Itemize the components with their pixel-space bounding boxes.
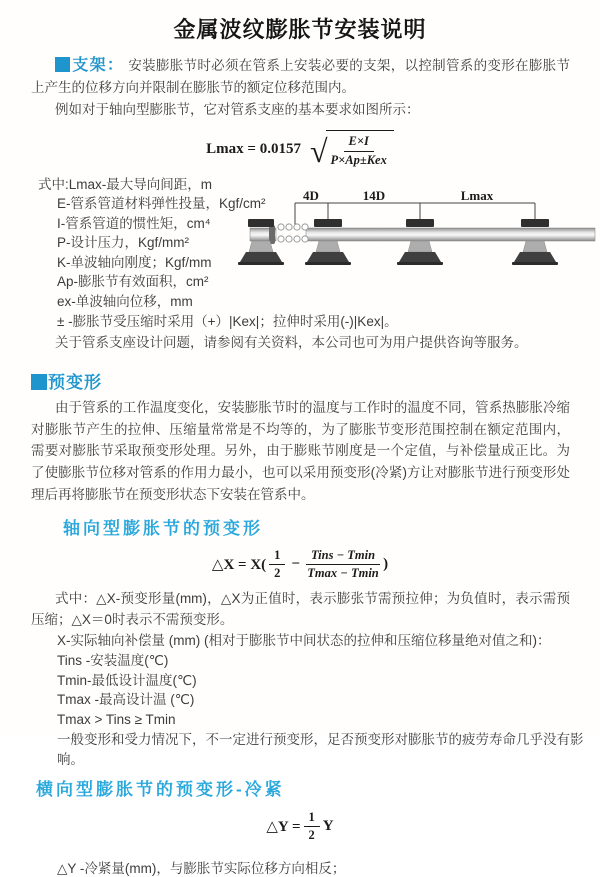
- fraction-numerator: E×I: [344, 134, 374, 152]
- formula-axial-open: △X = X(: [211, 557, 267, 574]
- bellows-coils: [278, 224, 308, 242]
- section-bullet-icon: [55, 57, 70, 72]
- formula-axial-close: ): [383, 556, 389, 573]
- section-heading-support: 支架：: [72, 57, 125, 74]
- support-example-line: 例如对于轴向型膨胀节，它对管系支座的基本要求如图所示：: [55, 102, 420, 117]
- page-title: 金属波纹膨胀节安装说明: [173, 17, 427, 42]
- axial-def-line: Tmin-最低设计温度(℃): [57, 672, 197, 688]
- where-line: 式中:Lmax-最大导向间距，m: [38, 177, 213, 193]
- half-fraction: $\frac{1}{2}$: [269, 548, 285, 582]
- guide-support-3: [512, 219, 558, 265]
- predeform-heading-text: 预变形: [48, 372, 102, 392]
- lateral-note-line: △Y -冷紧量(mm)，与膨胀节实际位移方向相反；: [57, 860, 346, 876]
- dim-label-lmax: Lmax: [460, 188, 494, 203]
- dim-label-4d: 4D: [303, 188, 319, 203]
- axial-note-line: 一般变形和受力情况下，不一定进行预变形，足否预变形对膨胀节的疲劳寿命几乎没有影响。: [57, 731, 584, 767]
- support-intro-paragraph: [31, 55, 570, 99]
- formula-lmax: [0, 130, 600, 168]
- definition-line: ex-单波轴向位移，mm: [57, 293, 193, 309]
- guide-support-1: [305, 219, 351, 265]
- section-heading-predeform: [31, 368, 600, 393]
- lateral-subheading: 横向型膨胀节的预变形-冷紧: [36, 779, 285, 799]
- pm-note-line: ± -膨胀节受压缩时采用（+）|Kex|；拉伸时采用(-)|Kex|。: [57, 314, 398, 330]
- predeform-paragraph: 由于管系的工作温度变化，安装膨胀节时的温度与工作时的温度不同，管系热膨胀冷缩对膨胀节产生的拉伸、压缩量常常是不均等的，为了膨胀节变形范围控制在额定范围内，需要对膨胀节采取预变形处理。另外，由于膨账节刚度是一个定值，与补偿量成正比。为了使膨胀节位移对管系的作用力最小，也可以采用预变形(冷紧)方让对膨胀节进行预变形处理后再将膨胀节在预变形状态下安装在管系中。: [31, 399, 570, 502]
- formula-lateral-lhs: △Y =: [266, 819, 301, 836]
- sqrt-content: [326, 130, 394, 168]
- pipe-body: [306, 228, 595, 241]
- guide-support-2: [397, 219, 443, 265]
- formula-lmax-prefix: Lmax = 0.0157: [206, 140, 301, 157]
- support-intro-text: 安装膨胀节时必须在管系上安装必要的支架，以控制管系的变形在膨胀节上产生的位移方向并限制在膨胀节的额定位移范围内。: [31, 58, 570, 95]
- axial-def-line: Tins -安装温度(℃): [57, 652, 169, 668]
- axial-def-line: Tmax -最高设计温 (℃): [57, 692, 195, 708]
- formula-lmax-fraction: [331, 134, 387, 168]
- section-bullet-icon: [31, 374, 47, 390]
- axial-def-line: Tmax > Tins ≥ Tmin: [57, 712, 176, 728]
- half-fraction: $\frac{1}{2}$: [304, 810, 320, 844]
- axial-where-paragraph: 式中：△X-预变形量(mm)，△X为正值时，表示膨张节需预拉伸；为负值时，表示需预压缩；△X＝0时表示不需预变形。: [31, 590, 570, 628]
- formula-axial: [0, 548, 600, 582]
- sqrt-radical-icon: √: [309, 132, 328, 169]
- minus-sign: −: [291, 556, 300, 573]
- axial-def-line: X-实际轴向补偿量 (mm) (相对于膨胀节中间状态的拉伸和压缩位移量绝对值之和)：: [57, 632, 551, 648]
- pipe-support-diagram: [250, 188, 595, 287]
- dim-label-14d: 14D: [362, 188, 386, 203]
- definition-line: E-管系管道材料弹性投量，Kgf/cm²: [57, 196, 266, 212]
- definition-line: I-管系管道的惯性矩，cm⁴: [57, 215, 211, 231]
- sqrt-expression: [310, 130, 394, 168]
- axial-subheading: 轴向型膨胀节的预变形: [63, 518, 263, 538]
- formula-lateral: [0, 810, 600, 844]
- definition-line: Ap-膨胀节有效面积，cm²: [57, 274, 209, 290]
- fraction-denominator: P×Ap±Kex: [330, 152, 387, 167]
- temperature-fraction: $\frac{\text{Tins − Tmin}}{Tmax - Tmin}$: [307, 547, 379, 581]
- service-note-line: 关于管系支座设计问题，请参阅有关资料，本公司也可为用户提供咨询等服务。: [55, 334, 528, 350]
- formula-lateral-rhs: Y: [322, 818, 334, 835]
- definition-line: K-单波轴向刚度；Kgf/mm: [57, 254, 212, 270]
- definition-line: P-设计压力，Kgf/mm²: [57, 235, 190, 251]
